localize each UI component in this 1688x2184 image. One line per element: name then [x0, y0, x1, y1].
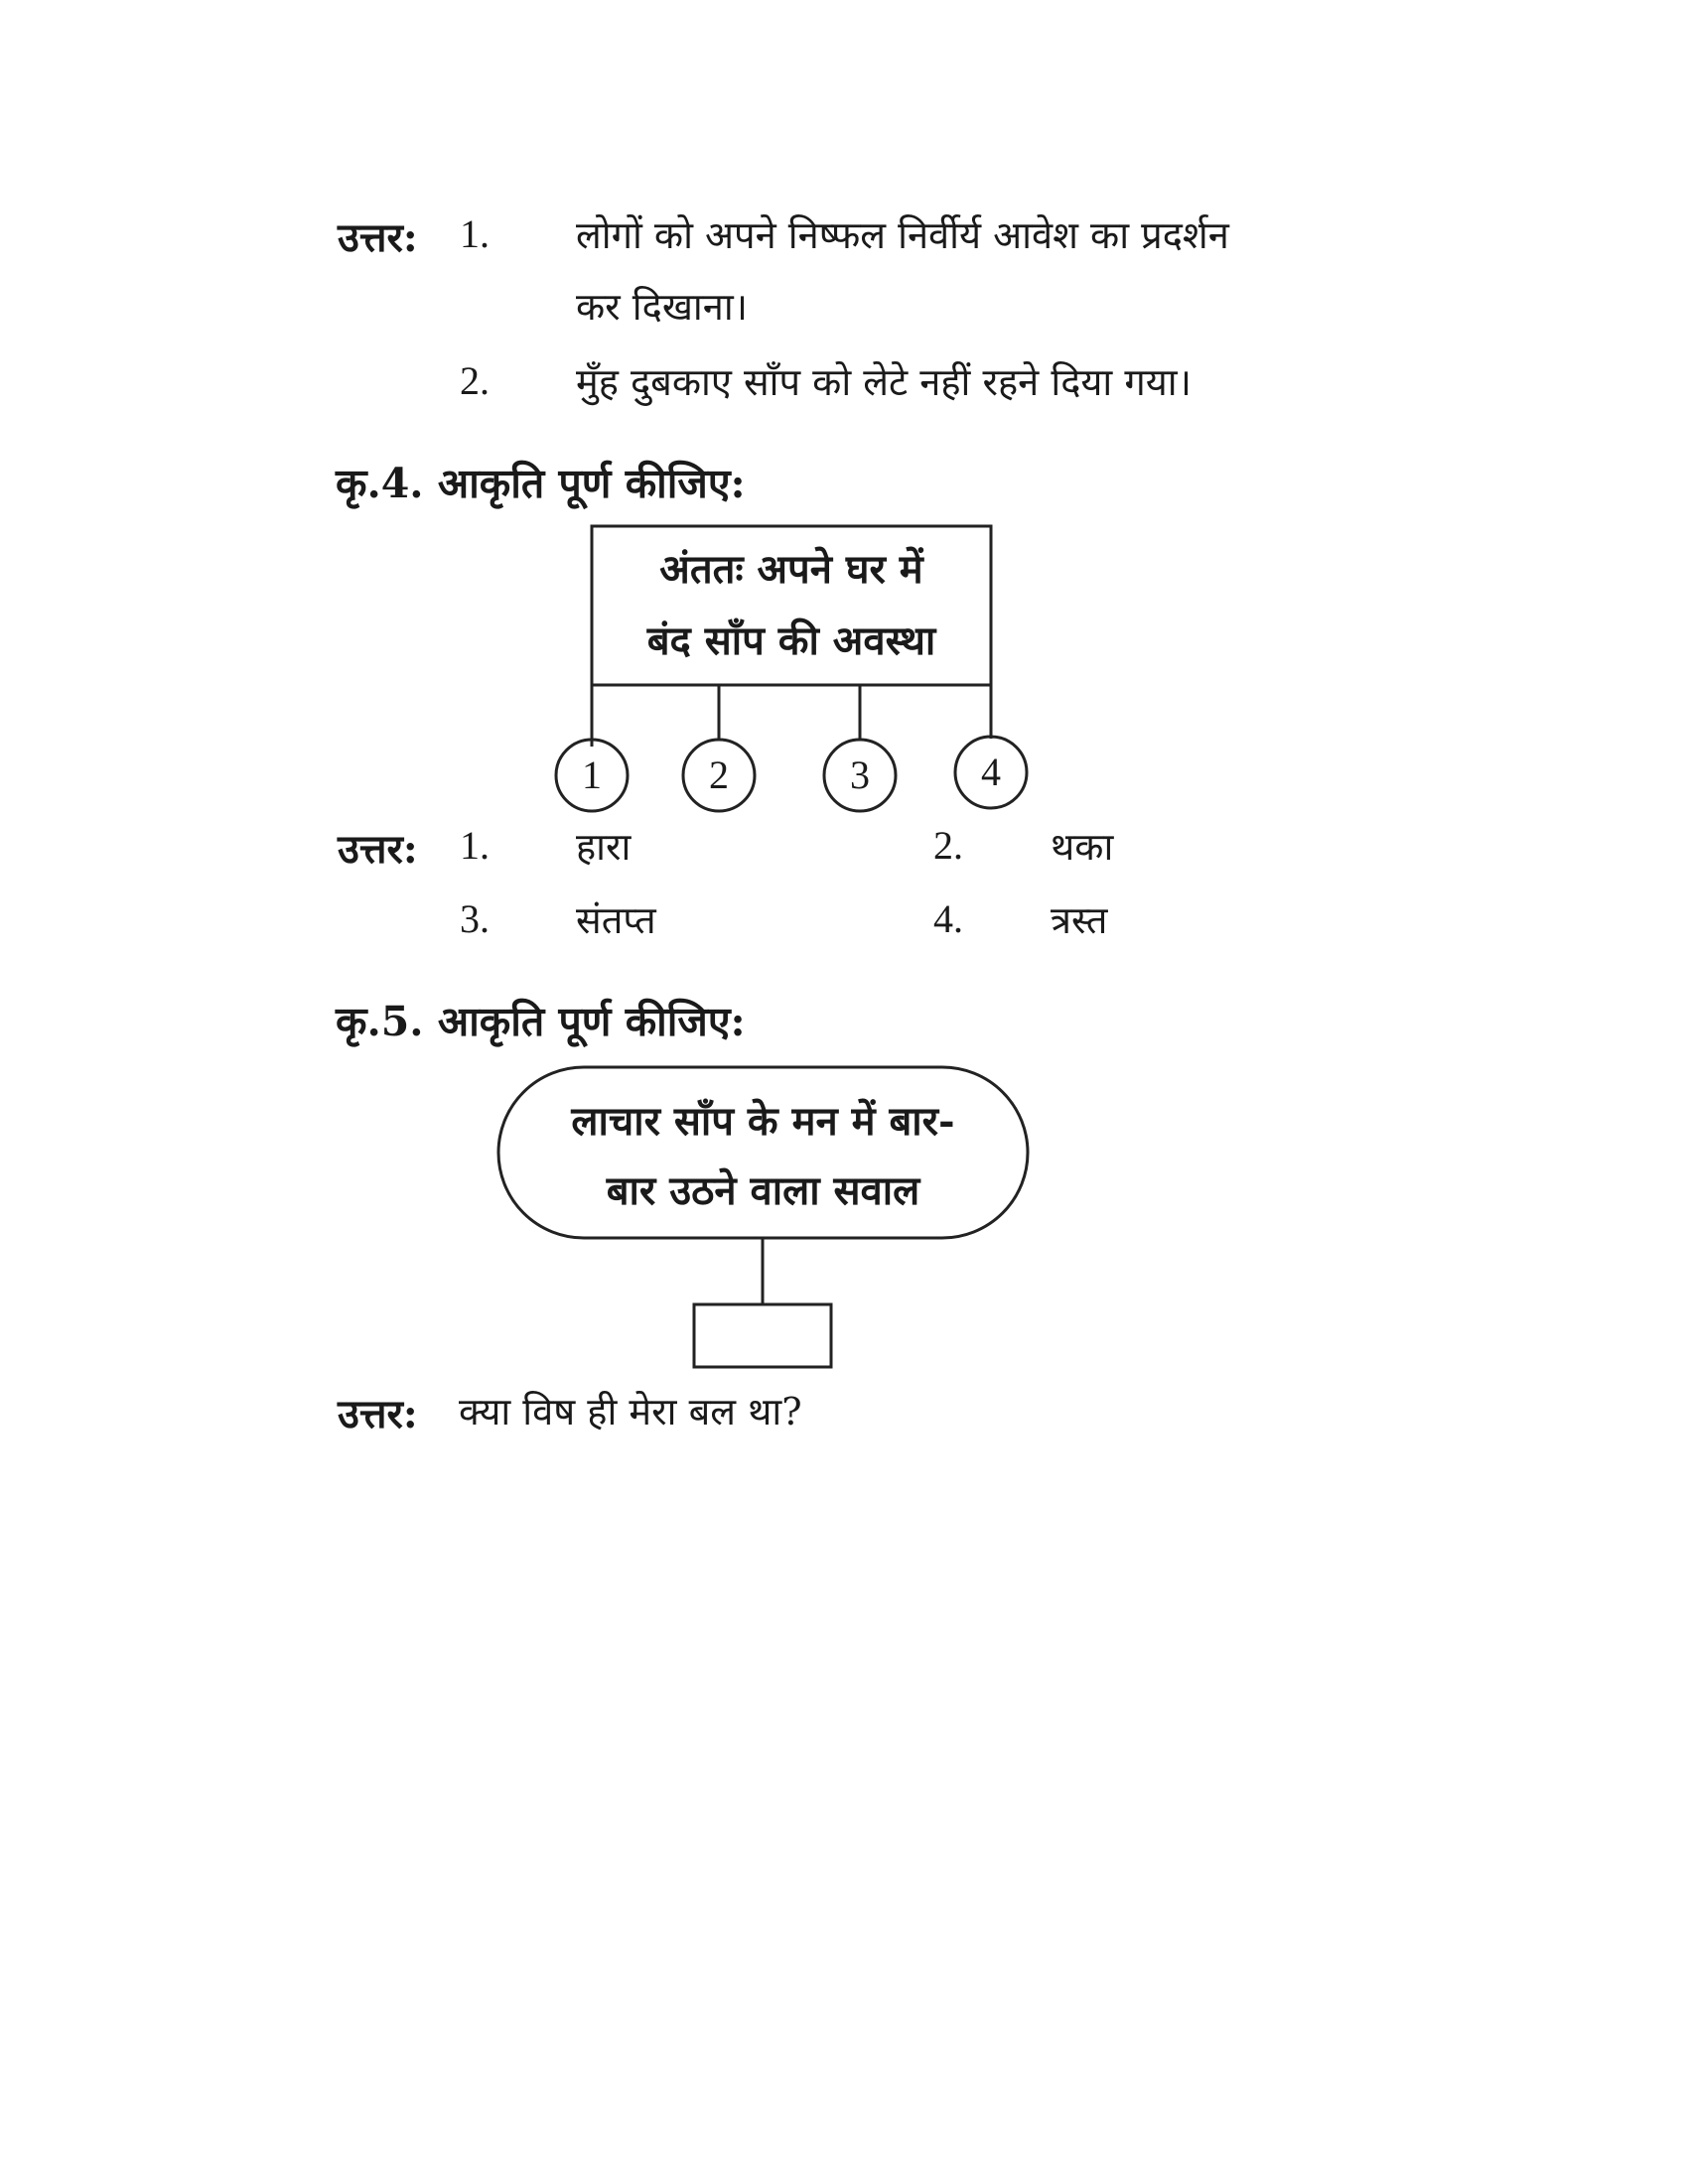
q3-answer-label: उत्तर: [338, 214, 418, 261]
q5-oval-text-line1: लाचार साँप के मन में बार- [571, 1098, 955, 1145]
q4-answer-num-3: 3. [460, 896, 490, 941]
q4-answer-text-2: थका [1051, 825, 1114, 869]
q4-answer-text-1: हारा [576, 825, 632, 869]
q5-answer-box [694, 1304, 831, 1367]
q3-answer-text-1-line2: कर दिखाना। [576, 285, 749, 329]
q4-circle-label-3: 3 [850, 752, 870, 797]
q4-answer-num-2: 2. [933, 823, 963, 868]
q5-oval-text-line2: बार उठने वाला सवाल [606, 1167, 920, 1214]
q4-answer-label: उत्तर: [338, 826, 418, 873]
q4-answer-text-3: संतप्त [576, 898, 656, 942]
q4-heading: कृ.4. आकृति पूर्ण कीजिए: [336, 460, 746, 507]
q4-answer-text-4: त्रस्त [1051, 898, 1108, 942]
q4-circle-label-4: 4 [981, 750, 1001, 794]
q5-answer-text: क्या विष ही मेरा बल था? [459, 1390, 802, 1433]
q3-answer-text-1-line1: लोगों को अपने निष्फल निर्वीर्य आवेश का प्रदर्शन [576, 213, 1229, 257]
q3-answer-num-2: 2. [460, 358, 490, 403]
q5-answer-label: उत्तर: [338, 1391, 418, 1437]
q3-answer-num-1: 1. [460, 211, 490, 256]
q4-answer-num-4: 4. [933, 896, 963, 941]
q4-box-text-line2: बंद साँप की अवस्था [646, 617, 936, 664]
q4-answer-num-1: 1. [460, 823, 490, 868]
q3-answer-text-2: मुँह दुबकाए साँप को लेटे नहीं रहने दिया गया। [576, 360, 1193, 404]
q4-circle-label-1: 1 [582, 752, 602, 797]
q4-box-text-line1: अंततः अपने घर में [659, 546, 923, 593]
q5-heading: कृ.5. आकृति पूर्ण कीजिए: [336, 998, 746, 1045]
q4-circle-label-2: 2 [709, 752, 729, 797]
